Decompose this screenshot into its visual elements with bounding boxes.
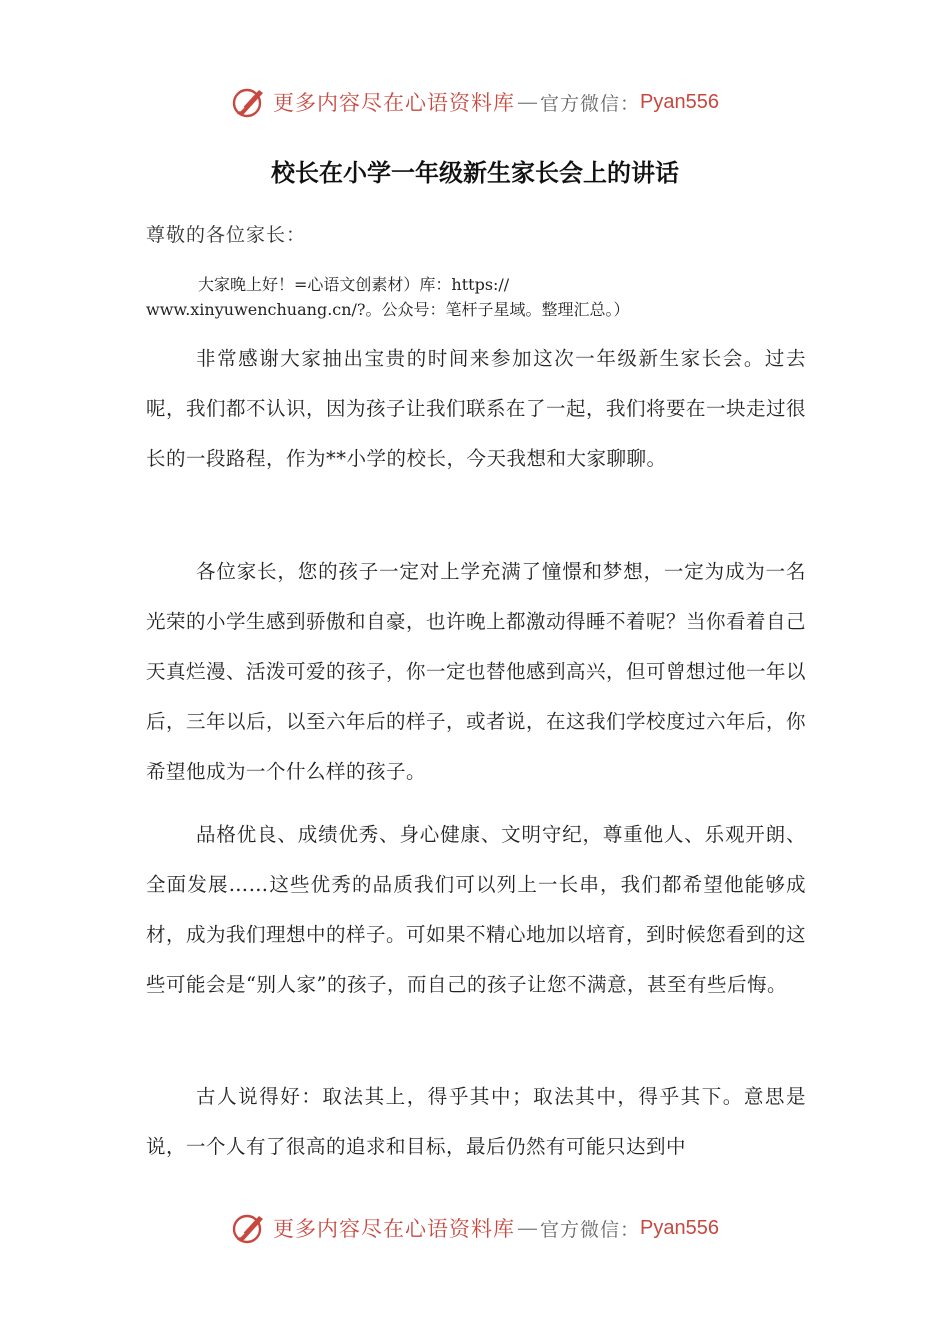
pen-logo-icon [231,1210,267,1246]
banner-separator: — [517,90,538,114]
banner-wechat-label: 官方微信： [540,92,641,115]
document-title: 校长在小学一年级新生家长会上的讲话 [271,159,679,187]
source-note-line-1: 大家晚上好！=心语文创素材）库：https:// [198,275,510,294]
banner-wechat-id: Pyan556 [640,90,719,113]
banner-main-text: 更多内容尽在心语资料库 [273,91,515,115]
paragraph-4: 古人说得好：取法其上，得乎其中；取法其中，得乎其下。意思是说，一个人有了很高的追求和目标，最后仍然有可能只达到中 [146,1085,806,1158]
banner-main-text: 更多内容尽在心语资料库 [273,1217,515,1241]
paragraph-2: 各位家长，您的孩子一定对上学充满了憧憬和梦想，一定为成为一名光荣的小学生感到骄傲和自豪，也许晚上都激动得睡不着呢？当你看着自己天真烂漫、活泼可爱的孩子，你一定也替他感到高兴，但可曾想过他一年以后，三年以后，以至六年后的样子，或者说，在这我们学校度过六年后，你希望他成为一个什么样的孩子。 [146,560,807,783]
banner-wechat-label: 官方微信： [540,1218,641,1241]
banner-separator: — [517,1216,538,1240]
footer-banner [0,1208,950,1248]
pen-logo-icon [231,84,267,120]
paragraph-3: 品格优良、成绩优秀、身心健康、文明守纪，尊重他人、乐观开朗、全面发展……这些优秀的品质我们可以列上一长串，我们都希望他能够成材，成为我们理想中的样子。可如果不精心地加以培育，到时候您看到的这些可能会是“别人家”的孩子，而自己的孩子让您不满意，甚至有些后悔。 [146,823,807,996]
paragraph-1: 非常感谢大家抽出宝贵的时间来参加这次一年级新生家长会。过去呢，我们都不认识，因为孩子让我们联系在了一起，我们将要在一块走过很长的一段路程，作为**小学的校长，今天我想和大家聊聊。 [146,347,807,470]
salutation: 尊敬的各位家长： [146,224,307,246]
source-note-line-2: www.xinyuwenchuang.cn/?。公众号：笔杆子星域。整理汇总。） [146,300,630,319]
banner-wechat-id: Pyan556 [640,1216,719,1239]
source-note [146,272,826,322]
header-banner [0,82,950,122]
